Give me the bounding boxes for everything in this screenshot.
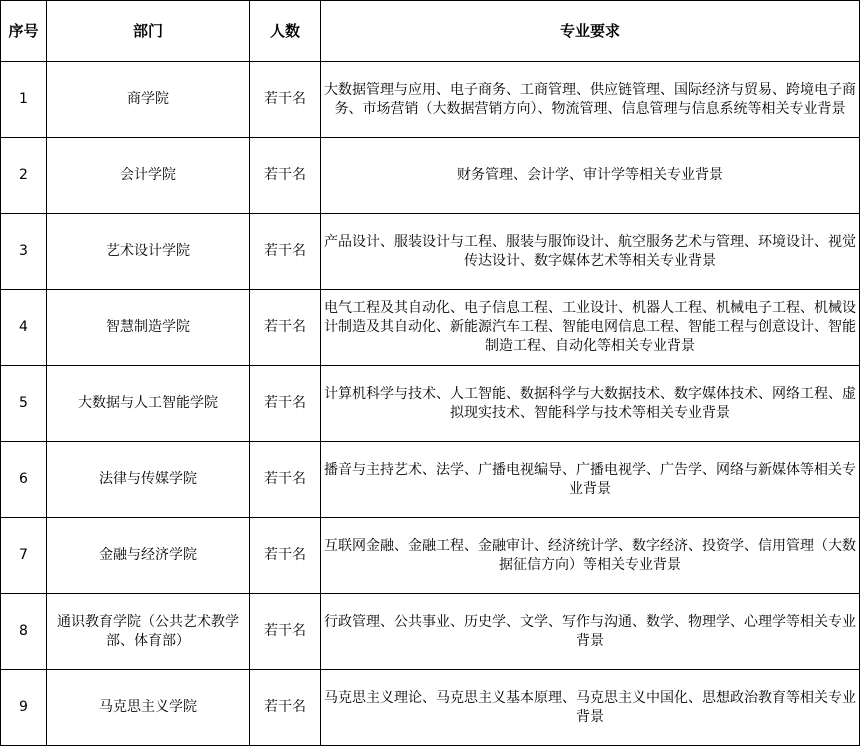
table-row [1, 366, 860, 442]
cell-department: 艺术设计学院 [47, 214, 250, 290]
cell-department: 商学院 [47, 62, 250, 138]
cell-count: 若干名 [250, 290, 321, 366]
cell-count: 若干名 [250, 670, 321, 746]
cell-count: 若干名 [250, 366, 321, 442]
cell-department: 大数据与人工智能学院 [47, 366, 250, 442]
cell-department: 法律与传媒学院 [47, 442, 250, 518]
cell-count: 若干名 [250, 62, 321, 138]
header-row [1, 1, 860, 62]
cell-department: 智慧制造学院 [47, 290, 250, 366]
table-row [1, 442, 860, 518]
table-header [1, 1, 860, 62]
cell-count: 若干名 [250, 594, 321, 670]
cell-count: 若干名 [250, 518, 321, 594]
table-row [1, 518, 860, 594]
header-requirement: 专业要求 [321, 1, 860, 62]
table-row [1, 62, 860, 138]
cell-requirement: 播音与主持艺术、法学、广播电视编导、广播电视学、广告学、网络与新媒体等相关专业背景 [321, 442, 860, 518]
cell-count: 若干名 [250, 442, 321, 518]
cell-department: 马克思主义学院 [47, 670, 250, 746]
cell-requirement: 电气工程及其自动化、电子信息工程、工业设计、机器人工程、机械电子工程、机械设计制造及其自动化、新能源汽车工程、智能电网信息工程、智能工程与创意设计、智能制造工程、自动化等相关专业背景 [321, 290, 860, 366]
cell-index: 2 [1, 138, 47, 214]
cell-index: 8 [1, 594, 47, 670]
table-row [1, 214, 860, 290]
cell-requirement: 互联网金融、金融工程、金融审计、经济统计学、数字经济、投资学、信用管理（大数据征信方向）等相关专业背景 [321, 518, 860, 594]
cell-department: 金融与经济学院 [47, 518, 250, 594]
header-count: 人数 [250, 1, 321, 62]
cell-department: 通识教育学院（公共艺术教学部、体育部） [47, 594, 250, 670]
cell-index: 4 [1, 290, 47, 366]
cell-department: 会计学院 [47, 138, 250, 214]
header-index: 序号 [1, 1, 47, 62]
cell-index: 5 [1, 366, 47, 442]
header-department: 部门 [47, 1, 250, 62]
cell-index: 7 [1, 518, 47, 594]
cell-requirement: 产品设计、服装设计与工程、服装与服饰设计、航空服务艺术与管理、环境设计、视觉传达设计、数字媒体艺术等相关专业背景 [321, 214, 860, 290]
table-row [1, 290, 860, 366]
cell-requirement: 马克思主义理论、马克思主义基本原理、马克思主义中国化、思想政治教育等相关专业背景 [321, 670, 860, 746]
cell-requirement: 大数据管理与应用、电子商务、工商管理、供应链管理、国际经济与贸易、跨境电子商务、市场营销（大数据营销方向）、物流管理、信息管理与信息系统等相关专业背景 [321, 62, 860, 138]
cell-requirement: 财务管理、会计学、审计学等相关专业背景 [321, 138, 860, 214]
table-row [1, 670, 860, 746]
cell-count: 若干名 [250, 214, 321, 290]
table-body [1, 62, 860, 746]
table-row [1, 594, 860, 670]
cell-requirement: 行政管理、公共事业、历史学、文学、写作与沟通、数学、物理学、心理学等相关专业背景 [321, 594, 860, 670]
cell-index: 1 [1, 62, 47, 138]
cell-index: 3 [1, 214, 47, 290]
table-row [1, 138, 860, 214]
cell-requirement: 计算机科学与技术、人工智能、数据科学与大数据技术、数字媒体技术、网络工程、虚拟现实技术、智能科学与技术等相关专业背景 [321, 366, 860, 442]
cell-index: 9 [1, 670, 47, 746]
cell-index: 6 [1, 442, 47, 518]
cell-count: 若干名 [250, 138, 321, 214]
